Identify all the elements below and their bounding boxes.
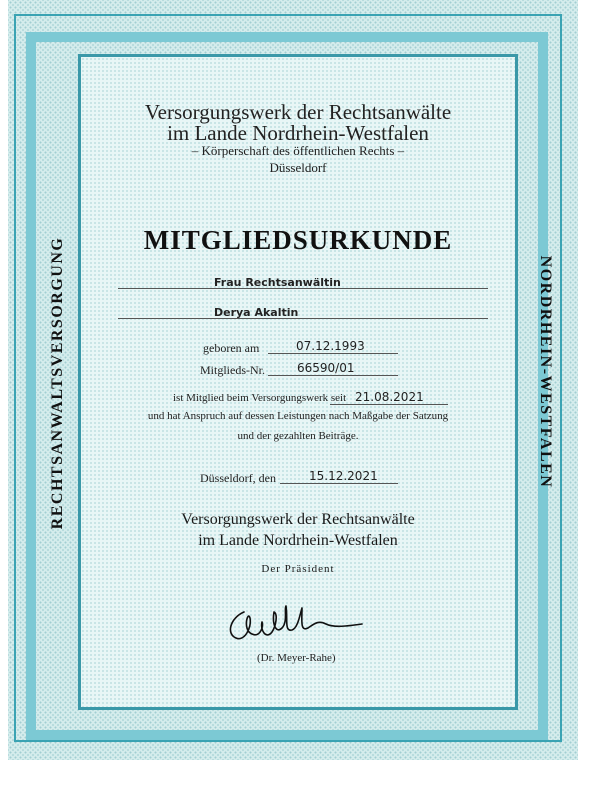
member-number-label: Mitglieds-Nr.	[200, 363, 265, 377]
member-name: Derya Akaltin	[214, 306, 299, 319]
side-label-left: RECHTSANWALTSVERSORGUNG	[49, 236, 66, 530]
entitlement-line1: und hat Anspruch auf dessen Leistungen nach Maßgabe der Satzung	[147, 410, 449, 422]
handwritten-signature	[222, 600, 372, 650]
place-date-label: Düsseldorf, den	[200, 471, 276, 485]
entitlement-line2: und der gezahlten Beiträge.	[237, 430, 359, 442]
birth-date: 07.12.1993	[296, 339, 365, 353]
institution-city: Düsseldorf	[269, 160, 327, 175]
signatory-name: (Dr. Meyer-Rahe)	[257, 652, 336, 664]
institution-name-line1: Versorgungswerk der Rechtsanwälte	[144, 100, 452, 124]
institution-legal-form: – Körperschaft des öffentlichen Rechts –	[191, 143, 405, 158]
membership-date: 21.08.2021	[355, 390, 424, 404]
signatory-title: Der Präsident	[261, 563, 335, 575]
issue-date-line	[280, 483, 398, 484]
member-number-line	[268, 375, 398, 376]
issue-date: 15.12.2021	[309, 469, 378, 483]
document-title: MITGLIEDSURKUNDE	[143, 225, 453, 255]
salutation: Frau Rechtsanwältin	[214, 276, 341, 289]
member-number: 66590/01	[297, 361, 355, 375]
side-label-right: NORDRHEIN-WESTFALEN	[537, 255, 554, 489]
name-line	[118, 318, 488, 319]
footer-institution-line1: Versorgungswerk der Rechtsanwälte	[181, 511, 415, 528]
birth-date-line	[268, 353, 398, 354]
birth-date-label: geboren am	[203, 341, 260, 355]
institution-name-line2: im Lande Nordrhein-Westfalen	[167, 121, 429, 145]
footer-institution-line2: im Lande Nordrhein-Westfalen	[198, 532, 398, 549]
membership-text: ist Mitglied beim Versorgungswerk seit	[173, 392, 347, 404]
